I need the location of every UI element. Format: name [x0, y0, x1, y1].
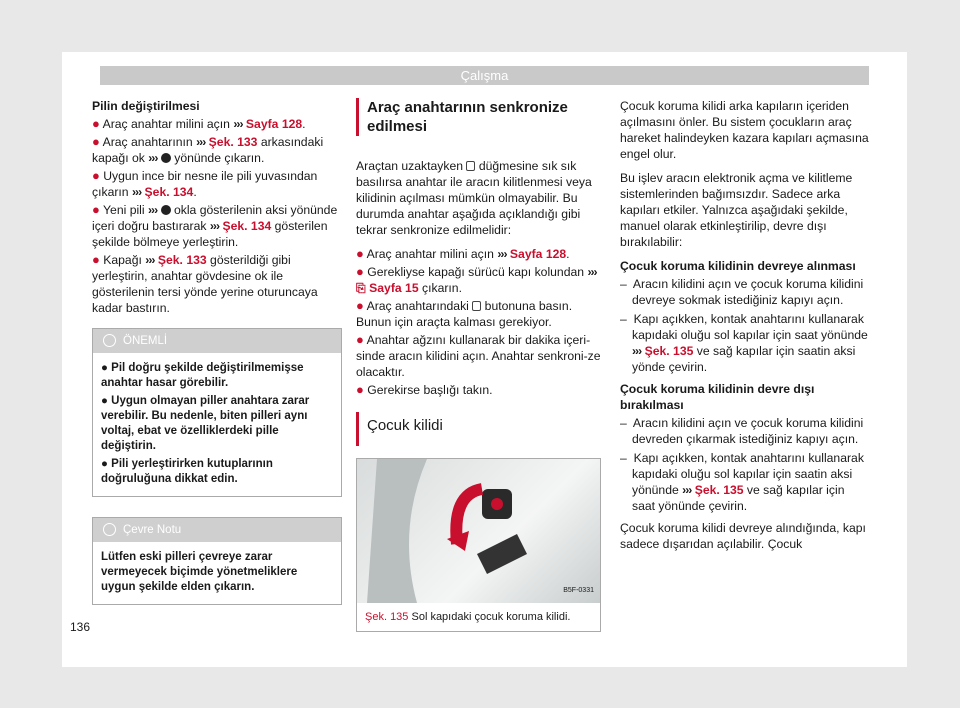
section-heading: Çocuk kilidi — [356, 412, 601, 446]
list-item: – Kapı açıkken, kontak anahtarını kullanarak kapıdaki oluğu sol kapılar için saatin aksi yönünde ››› Şek. 135 ve sağ kapılar için saat yönünde çevirin. — [620, 451, 864, 513]
list-item: ● Araç anahtarının ››› Şek. 133 arkasındaki kapağı ok ››› yönünde çıkarın. — [92, 134, 324, 165]
list-item: ● Kapağı ››› Şek. 133 gösterildiği gibi yerleştirin, anahtar gövdesine ok ile gösterilenin tersi yönde yerine oturuncaya kadar bastırın. — [92, 252, 318, 315]
paragraph: Bu işlev aracın elektronik açma ve kilitleme sistemlerinden bağımsızdır. Sadece arka kapıları etkiler. Yalnızca aşağıdaki şekilde, manuel olarak etkinleştirilip, devre dışı bırakılabilir: — [620, 171, 853, 249]
list-item: – Kapı açıkken, kontak anahtarını kullanarak kapıdaki oluğu sol kapılar için saat yönünde ››› Şek. 135 ve sağ kapılar için saatin aksi yönde çevirin. — [620, 312, 868, 374]
manual-page — [62, 52, 907, 667]
section-title: Araç anahtarının senkronize edilmesi — [356, 98, 601, 136]
list-item: ● Uygun ince bir nesne ile pili yuvasından çıkarın ››› Şek. 134. — [92, 168, 318, 199]
paragraph: Çocuk koruma kilidi devreye alındığında, kapı sadece dışarıdan açılabilir. Çocuk — [620, 521, 866, 551]
subheading: Çocuk koruma kilidinin devreye alınması — [620, 259, 856, 273]
list-item: ● Yeni pili ››› okla gösterilenin aksi yönünde içeri doğru bastırarak ››› Şek. 134 gösterilen şekilde bölmeye yerleştirin. — [92, 202, 338, 249]
list-item: ● Gerekliyse kapağı sürücü kapı kolundan ››› ⎘ Sayfa 15 çıkarın. — [356, 264, 597, 295]
page-header: Çalışma — [100, 66, 869, 85]
list-item: ● Anahtar ağzını kullanarak bir dakika içeri-sinde aracın kilidini açın. Anahtar senkroni-ze olacaktır. — [356, 332, 601, 379]
subheading: Çocuk koruma kilidinin devre dışı bırakılması — [620, 382, 815, 412]
column-left — [92, 98, 342, 605]
lock-icon — [466, 161, 475, 171]
list-item: ● Gerekirse başlığı takın. — [356, 382, 493, 397]
section-title: Pilin değiştirilmesi — [92, 99, 200, 113]
paragraph: Çocuk koruma kilidi arka kapıların içeriden açılmasını önler. Bu sistem çocukların araç hareket halindeyken kazara kapıları açmasına engel olur. — [620, 99, 869, 161]
leaf-icon — [103, 523, 116, 536]
list-item: ● Araç anahtar milini açın ››› Sayfa 128. — [92, 116, 306, 131]
callout-icon — [161, 153, 171, 163]
column-right — [620, 98, 870, 560]
list-item: – Aracın kilidini açın ve çocuk koruma kilidini devreye sokmak istediğiniz kapıyı açın. — [620, 277, 864, 307]
list-item: ● Araç anahtar milini açın ››› Sayfa 128. — [356, 246, 570, 261]
list-item: ● Araç anahtarındaki butonuna basın. Bunun için araçta kalması gerekiyor. — [356, 298, 573, 329]
page-number: 136 — [70, 620, 91, 634]
callout-icon — [161, 205, 171, 215]
list-item: – Aracın kilidini açın ve çocuk koruma kilidini devreden çıkarmak istediğiniz kapıyı açın. — [620, 416, 864, 446]
lock-icon — [472, 301, 481, 311]
warning-icon — [103, 334, 116, 347]
environment-note-box: Çevre Notu Lütfen eski pilleri çevreye zarar vermeyecek biçimde yönetmeliklere uygun şekilde elden çıkarın. — [92, 517, 342, 605]
column-middle — [356, 98, 601, 632]
door-lock-image: B5F-0331 — [357, 459, 600, 603]
paragraph: Araçtan uzaktayken düğmesine sık sık basılırsa anahtar ile aracın kilitlenmesi veya kilidinin açılması mümkün olmayabilir. Bu durumda anahtar aşağıda açıklandığı gibi tekrar senkronize edilmelidir: — [356, 159, 592, 237]
figure: B5F-0331 Şek. 135 Sol kapıdaki çocuk koruma kilidi. — [356, 458, 601, 632]
book-icon: ⎘ — [356, 281, 366, 295]
warning-box: ÖNEMLİ ● Pil doğru şekilde değiştirilmemişse anahtar hasar görebilir. ● Uygun olmayan piller anahtara zarar verebilir. Bu nedenle, biten pilleri aynı voltaj, ebat ve özelliklerdeki pille değiştirin. ● Pili yerleştirirken kutuplarının doğruluğuna dikkat edin. — [92, 328, 342, 497]
